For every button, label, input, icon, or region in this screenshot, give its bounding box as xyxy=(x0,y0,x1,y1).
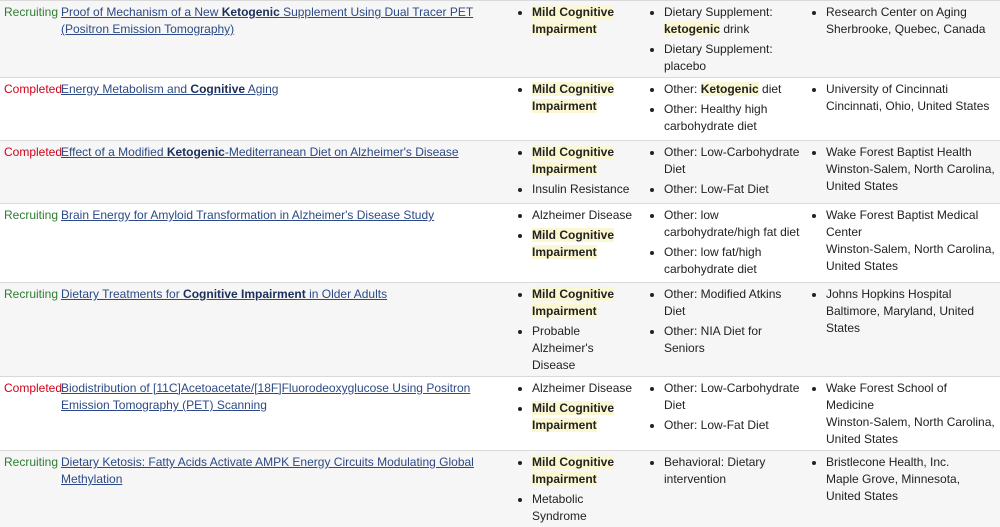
status-cell xyxy=(0,451,61,527)
locations-list xyxy=(806,380,996,448)
location-line: Maple Grove, Minnesota, United States xyxy=(826,471,996,505)
interventions-list xyxy=(638,286,806,357)
title-cell xyxy=(61,141,507,204)
status-label: Completed xyxy=(0,141,61,161)
location-item xyxy=(826,4,996,38)
location-item xyxy=(826,454,996,505)
study-title-link[interactable]: Biodistribution of [11C]Acetoacetate/[18F]Fluorodeoxyglucose Using Positron Emission Tomography (PET) Scanning xyxy=(61,381,470,412)
interventions-list xyxy=(638,81,806,135)
study-title-link[interactable]: Proof of Mechanism of a New Ketogenic Supplement Using Dual Tracer PET (Positron Emission Tomography) xyxy=(61,5,473,36)
interventions-list xyxy=(638,207,806,278)
condition-item xyxy=(532,286,638,320)
study-row xyxy=(0,204,1000,283)
location-line: Winston-Salem, North Carolina, United States xyxy=(826,414,996,448)
status-cell xyxy=(0,1,61,78)
status-label: Completed xyxy=(0,78,61,98)
intervention-item: • Other: NIA Diet for Seniors xyxy=(664,323,806,357)
keyword-highlight: Mild Cognitive Impairment xyxy=(532,5,614,36)
keyword-highlight: Mild Cognitive Impairment xyxy=(532,145,614,176)
interventions-cell xyxy=(664,78,806,141)
condition-item xyxy=(532,81,638,115)
title-cell xyxy=(61,204,507,283)
conditions-list xyxy=(506,81,638,115)
intervention-item: • Dietary Supplement: ketogenic drink xyxy=(664,4,806,38)
conditions-cell xyxy=(532,283,638,377)
intervention-item: • Other: Healthy high carbohydrate diet xyxy=(664,101,806,135)
locations-cell xyxy=(826,78,1000,141)
intervention-item: • Other: Modified Atkins Diet xyxy=(664,286,806,320)
study-title-link[interactable]: Dietary Ketosis: Fatty Acids Activate AMPK Energy Circuits Modulating Global Methylation xyxy=(61,455,474,486)
condition-item xyxy=(532,400,638,434)
location-line: • Wake Forest School of Medicine xyxy=(826,380,996,414)
condition-item: • Alzheimer Disease xyxy=(532,207,638,224)
status-cell xyxy=(0,377,61,451)
conditions-cell xyxy=(532,451,638,527)
study-title-link[interactable]: Brain Energy for Amyloid Transformation in Alzheimer's Disease Study xyxy=(61,208,434,222)
interventions-list xyxy=(638,380,806,434)
location-line: Baltimore, Maryland, United States xyxy=(826,303,996,337)
location-line: • Bristlecone Health, Inc. xyxy=(826,454,996,471)
status-cell xyxy=(0,283,61,377)
keyword-highlight: Cognitive Impairment xyxy=(183,287,306,301)
conditions-cell xyxy=(532,78,638,141)
keyword-highlight: ketogenic xyxy=(664,22,720,36)
intervention-item: • Other: low fat/high carbohydrate diet xyxy=(664,244,806,278)
keyword-highlight: Cognitive xyxy=(190,82,245,96)
conditions-list xyxy=(506,4,638,38)
location-line: • Wake Forest Baptist Medical Center xyxy=(826,207,996,241)
study-title-link[interactable]: Dietary Treatments for Cognitive Impairment in Older Adults xyxy=(61,287,387,301)
keyword-highlight: Ketogenic xyxy=(222,5,280,19)
study-row xyxy=(0,1,1000,78)
study-title xyxy=(61,283,507,303)
locations-list xyxy=(806,286,996,337)
interventions-cell xyxy=(664,377,806,451)
interventions-cell xyxy=(664,451,806,527)
location-line: • Research Center on Aging xyxy=(826,4,996,21)
study-title-link[interactable]: Energy Metabolism and Cognitive Aging xyxy=(61,82,278,96)
locations-cell xyxy=(826,1,1000,78)
title-cell xyxy=(61,283,507,377)
interventions-list xyxy=(638,144,806,198)
study-title xyxy=(61,141,507,161)
title-cell xyxy=(61,451,507,527)
locations-cell xyxy=(826,283,1000,377)
conditions-cell xyxy=(532,204,638,283)
conditions-list xyxy=(506,454,638,525)
study-title-link[interactable]: Effect of a Modified Ketogenic-Mediterranean Diet on Alzheimer's Disease xyxy=(61,145,459,159)
intervention-item: • Other: low carbohydrate/high fat diet xyxy=(664,207,806,241)
interventions-list xyxy=(638,454,806,488)
locations-list xyxy=(806,144,996,195)
study-row xyxy=(0,78,1000,141)
conditions-cell xyxy=(532,377,638,451)
conditions-list xyxy=(506,144,638,198)
interventions-list xyxy=(638,4,806,75)
keyword-highlight: Mild Cognitive Impairment xyxy=(532,228,614,259)
condition-item xyxy=(532,227,638,261)
location-line: Winston-Salem, North Carolina, United States xyxy=(826,241,996,275)
status-cell xyxy=(0,204,61,283)
study-row xyxy=(0,451,1000,527)
location-item xyxy=(826,380,996,448)
study-row xyxy=(0,283,1000,377)
keyword-highlight: Mild Cognitive Impairment xyxy=(532,401,614,432)
location-line: Sherbrooke, Quebec, Canada xyxy=(826,21,996,38)
study-title xyxy=(61,204,507,224)
location-line: • Wake Forest Baptist Health xyxy=(826,144,996,161)
interventions-cell xyxy=(664,141,806,204)
intervention-item: • Other: Low-Carbohydrate Diet xyxy=(664,380,806,414)
study-row xyxy=(0,377,1000,451)
intervention-item: • Other: Low-Fat Diet xyxy=(664,181,806,198)
title-cell xyxy=(61,377,507,451)
condition-item xyxy=(532,144,638,178)
study-title xyxy=(61,78,507,98)
conditions-cell xyxy=(532,141,638,204)
location-item xyxy=(826,207,996,275)
conditions-list xyxy=(506,286,638,374)
locations-list xyxy=(806,4,996,38)
intervention-item: • Other: Low-Carbohydrate Diet xyxy=(664,144,806,178)
location-item xyxy=(826,286,996,337)
title-cell xyxy=(61,1,507,78)
keyword-highlight: Ketogenic xyxy=(701,82,759,96)
locations-list xyxy=(806,207,996,275)
keyword-highlight: Ketogenic xyxy=(167,145,225,159)
intervention-item: • Other: Ketogenic diet xyxy=(664,81,806,98)
status-label: Recruiting xyxy=(0,283,61,303)
status-cell xyxy=(0,141,61,204)
condition-item: • Probable Alzheimer's Disease xyxy=(532,323,638,374)
intervention-item: • Dietary Supplement: placebo xyxy=(664,41,806,75)
location-line: • University of Cincinnati xyxy=(826,81,996,98)
keyword-highlight: Mild Cognitive Impairment xyxy=(532,82,614,113)
status-cell xyxy=(0,78,61,141)
study-row xyxy=(0,141,1000,204)
locations-cell xyxy=(826,204,1000,283)
status-label: Completed xyxy=(0,377,61,397)
location-line: Winston-Salem, North Carolina, United States xyxy=(826,161,996,195)
intervention-item: • Other: Low-Fat Diet xyxy=(664,417,806,434)
status-label: Recruiting xyxy=(0,451,61,471)
condition-item: • Insulin Resistance xyxy=(532,181,638,198)
title-cell xyxy=(61,78,507,141)
locations-list xyxy=(806,81,996,115)
condition-item xyxy=(532,4,638,38)
condition-item: • Metabolic Syndrome xyxy=(532,491,638,525)
conditions-cell xyxy=(532,1,638,78)
location-line: • Johns Hopkins Hospital xyxy=(826,286,996,303)
interventions-cell xyxy=(664,204,806,283)
location-line: Cincinnati, Ohio, United States xyxy=(826,98,996,115)
locations-cell xyxy=(826,141,1000,204)
status-label: Recruiting xyxy=(0,204,61,224)
status-label: Recruiting xyxy=(0,1,61,21)
interventions-cell xyxy=(664,283,806,377)
study-title xyxy=(61,1,507,38)
conditions-list xyxy=(506,207,638,261)
interventions-cell xyxy=(664,1,806,78)
conditions-list xyxy=(506,380,638,434)
locations-list xyxy=(806,454,996,505)
location-item xyxy=(826,144,996,195)
condition-item xyxy=(532,454,638,488)
keyword-highlight: Mild Cognitive Impairment xyxy=(532,287,614,318)
location-item xyxy=(826,81,996,115)
intervention-item: • Behavioral: Dietary intervention xyxy=(664,454,806,488)
condition-item: • Alzheimer Disease xyxy=(532,380,638,397)
locations-cell xyxy=(826,451,1000,527)
locations-cell xyxy=(826,377,1000,451)
study-title xyxy=(61,377,507,414)
keyword-highlight: Mild Cognitive Impairment xyxy=(532,455,614,486)
